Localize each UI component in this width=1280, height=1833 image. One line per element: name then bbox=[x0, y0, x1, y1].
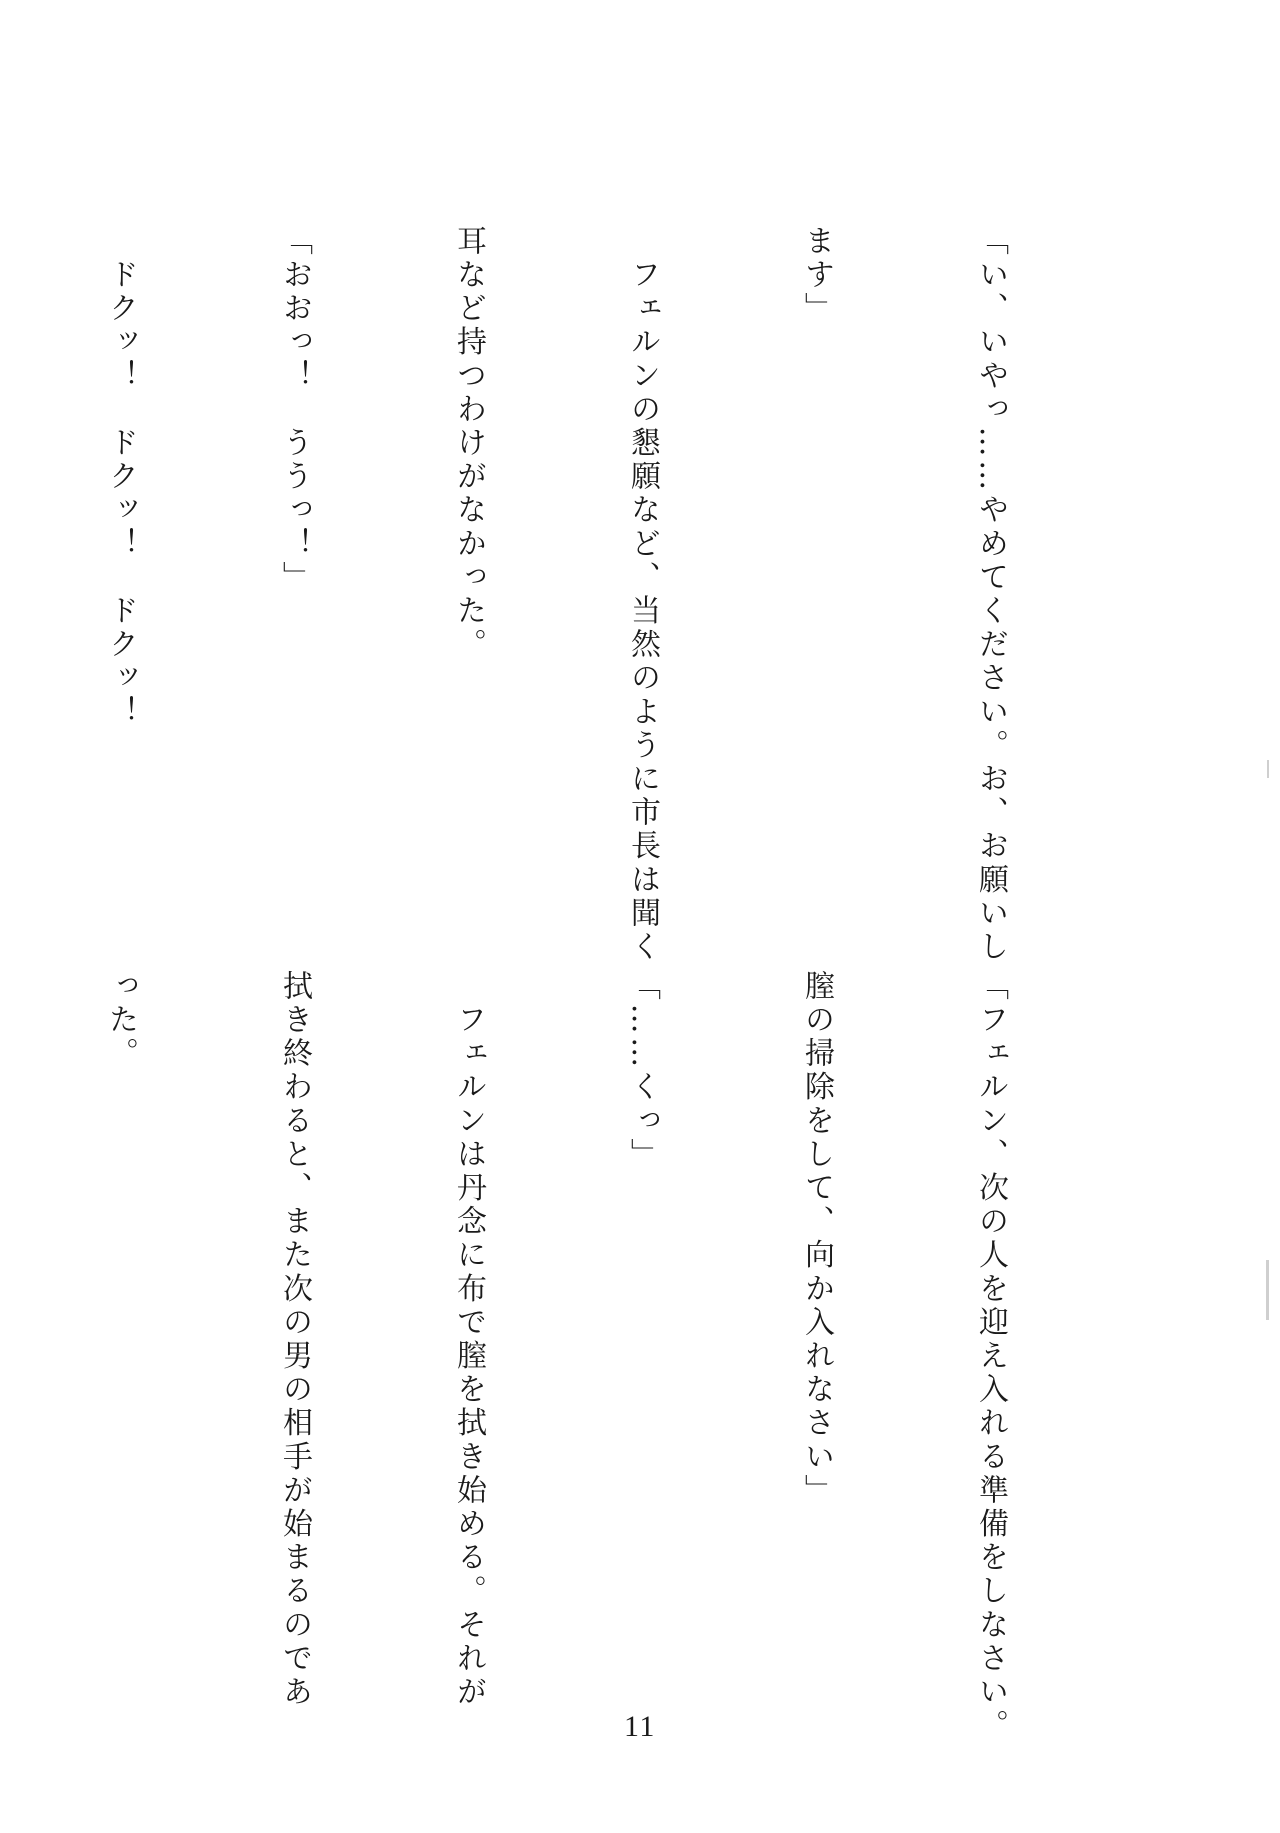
text-line: 「おおっ！ ううっ！」 bbox=[277, 225, 312, 595]
text-line: 拭き終わると、また次の男の相手が始まるのであ bbox=[277, 970, 312, 1710]
text-block-top bbox=[0, 225, 1135, 965]
text-line: ドクッ！ ドクッ！ ドクッ！ bbox=[103, 225, 138, 729]
text-line: 膣の掃除をして、向か入れなさい」 bbox=[799, 970, 834, 1508]
text-line: フェルンは丹念に布で膣を拭き始める。それが bbox=[451, 970, 486, 1710]
text-line: 耳など持つわけがなかった。 bbox=[451, 225, 486, 662]
page-number: 11 bbox=[624, 1710, 656, 1743]
text-line: 「フェルン、次の人を迎え入れる準備をしなさい。 bbox=[973, 970, 1008, 1743]
text-line: フェルンの懇願など、当然のように市長は聞く bbox=[625, 225, 660, 965]
text-line: 「い、いやっ……やめてください。お、お願いし bbox=[973, 225, 1008, 965]
scan-mark bbox=[1267, 760, 1269, 778]
text-line: 「……くっ」 bbox=[625, 970, 660, 1172]
scan-mark bbox=[1266, 1260, 1269, 1320]
text-line: った。 bbox=[103, 970, 138, 1071]
text-line: ます」 bbox=[799, 225, 834, 326]
